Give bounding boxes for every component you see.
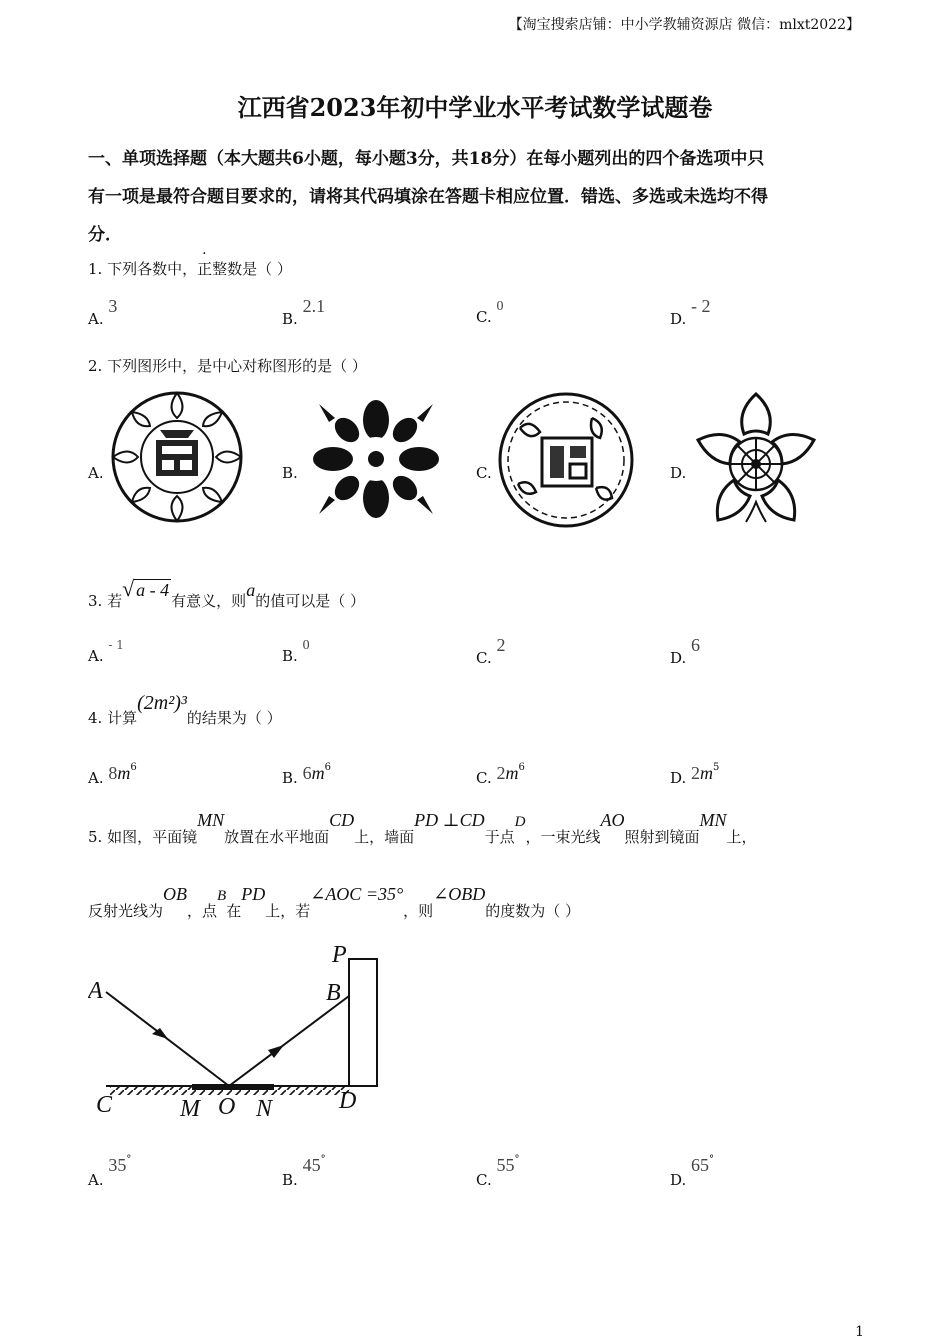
- coef: 6: [302, 763, 312, 783]
- q4-option-b[interactable]: [282, 762, 331, 788]
- option-value: [496, 1154, 520, 1175]
- q3-stem-part-b: 有意义，则: [171, 592, 247, 610]
- q5-text: 上，若: [265, 902, 311, 920]
- q3-stem-part-c: 的值可以是（ ）: [255, 592, 365, 610]
- q5-math: D: [514, 814, 526, 830]
- exp: 6: [324, 762, 331, 773]
- value: 65: [691, 1155, 710, 1175]
- q2-option-a-pattern-icon[interactable]: [108, 388, 246, 526]
- q1-option-a[interactable]: [88, 296, 118, 329]
- option-label: B.: [282, 310, 298, 328]
- q5-math: OB: [163, 884, 188, 904]
- q5-text: 上，: [726, 828, 757, 846]
- option-label: C.: [476, 308, 492, 326]
- section-line-3: 分．: [88, 225, 122, 245]
- q5-option-d[interactable]: [670, 1154, 715, 1190]
- q2-option-d-lotus-icon[interactable]: [690, 388, 822, 536]
- q1-option-c[interactable]: [476, 299, 504, 327]
- q5-text: 上，墙面: [354, 828, 415, 846]
- option-value: [108, 762, 137, 783]
- section-line-1: 一、单项选择题（本大题共6小题，每小题3分，共18分）在每小题列出的四个备选项中只: [88, 149, 765, 169]
- option-value: 2.1: [302, 296, 326, 316]
- label-a: A: [88, 978, 103, 1004]
- q4-option-a[interactable]: [88, 762, 137, 788]
- q4-stem-part-a: 4. 计算: [88, 709, 138, 727]
- q5-text: 5. 如图，平面镜: [88, 828, 198, 846]
- option-value: 0: [496, 299, 504, 314]
- label-p: P: [332, 942, 347, 968]
- q5-text: 放置在水平地面: [224, 828, 330, 846]
- q5-mirror-diagram: [88, 938, 398, 1128]
- option-value: - 1: [108, 638, 124, 652]
- exp: 6: [130, 762, 137, 773]
- q5-option-a[interactable]: [88, 1154, 132, 1190]
- label-c: C: [96, 1092, 113, 1118]
- q5-text: 照射到镜面: [624, 828, 700, 846]
- option-label: B.: [282, 769, 298, 787]
- coef: 8: [108, 763, 118, 783]
- option-label: D.: [670, 1171, 687, 1189]
- section-instructions: [88, 140, 868, 254]
- option-label: D.: [670, 310, 687, 328]
- q3-option-a[interactable]: [88, 638, 124, 665]
- q4-option-d[interactable]: [670, 762, 720, 788]
- option-label: C.: [476, 649, 492, 667]
- q5-math: PD ⊥CD: [414, 810, 485, 830]
- q2-option-a-label: A.: [88, 464, 104, 482]
- var: m: [700, 763, 714, 783]
- option-label: D.: [670, 649, 687, 667]
- q5-math: CD: [329, 810, 355, 830]
- q1-option-b[interactable]: [282, 296, 326, 329]
- exp: 5: [713, 762, 720, 773]
- q1-emphasis-text: 正整数: [197, 260, 243, 278]
- q3-variable: a: [246, 580, 256, 600]
- q5-math: B: [217, 888, 227, 904]
- q5-text: ，一束光线: [525, 828, 601, 846]
- q5-text: 反射光线为: [88, 902, 164, 920]
- q5-option-b[interactable]: [282, 1154, 326, 1190]
- q5-math: ∠OBD: [433, 884, 486, 904]
- wall-pd: [349, 959, 377, 1086]
- exp: 6: [518, 762, 525, 773]
- q1-stem-part-a: 1. 下列各数中，: [88, 260, 198, 278]
- option-label: D.: [670, 769, 687, 787]
- coef: 2: [496, 763, 506, 783]
- q5-text: 于点: [484, 828, 515, 846]
- question-3-stem: [88, 576, 365, 610]
- option-value: 3: [108, 296, 118, 316]
- value: 55: [496, 1155, 515, 1175]
- label-n: N: [256, 1096, 273, 1122]
- question-2-stem: 2. 下列图形中，是中心对称图形的是（ ）: [88, 357, 367, 375]
- mirror-mn: [192, 1084, 274, 1090]
- q1-option-d[interactable]: [670, 296, 711, 329]
- var: m: [117, 763, 131, 783]
- question-4-stem: [88, 692, 282, 727]
- q1-stem-part-b: 是（ ）: [242, 260, 292, 278]
- option-value: [302, 1154, 326, 1175]
- page-number: 1: [855, 1324, 864, 1340]
- option-value: [302, 762, 331, 783]
- q4-stem-part-b: 的结果为（ ）: [186, 709, 282, 727]
- q2-option-b-flower-icon[interactable]: [305, 398, 447, 520]
- option-label: A.: [88, 647, 104, 665]
- q2-option-c-fu-medallion-icon[interactable]: [496, 388, 636, 532]
- option-value: - 2: [691, 296, 711, 316]
- label-m: M: [180, 1096, 200, 1122]
- q4-expression: (2m²)³: [137, 692, 187, 714]
- var: m: [505, 763, 519, 783]
- var: m: [311, 763, 325, 783]
- question-5-stem-line-1: [88, 810, 868, 846]
- option-label: B.: [282, 1171, 298, 1189]
- header-note: 【淘宝搜索店铺：中小学教辅资源店 微信：mlxt2022】: [508, 17, 860, 33]
- degree-sign: °: [709, 1154, 715, 1165]
- q5-math: MN: [197, 810, 225, 830]
- ray-ob: [229, 996, 349, 1086]
- option-label: A.: [88, 769, 104, 787]
- q1-emphasis: [197, 260, 242, 278]
- q2-option-d-label: D.: [670, 464, 687, 482]
- q5-math: AO: [600, 810, 625, 830]
- coef: 2: [691, 763, 701, 783]
- page-title: 江西省2023年初中学业水平考试数学试题卷: [237, 93, 713, 122]
- label-d: D: [339, 1088, 357, 1114]
- q2-option-c-label: C.: [476, 464, 492, 482]
- degree-sign: °: [514, 1154, 520, 1165]
- question-5-stem-line-2: [88, 884, 868, 920]
- option-value: 6: [691, 635, 701, 655]
- q3-radicand: a - 4: [136, 580, 170, 600]
- value: 45: [302, 1155, 321, 1175]
- label-o: O: [218, 1094, 236, 1120]
- q3-stem-part-a: 3. 若: [88, 592, 123, 610]
- q5-text: 的度数为（ ）: [485, 902, 581, 920]
- q5-math: ∠AOC =35°: [310, 884, 404, 904]
- option-label: C.: [476, 769, 492, 787]
- q4-option-c[interactable]: [476, 762, 525, 788]
- option-label: A.: [88, 310, 104, 328]
- degree-sign: °: [320, 1154, 326, 1165]
- q5-option-c[interactable]: [476, 1154, 520, 1190]
- q5-math: PD: [241, 884, 266, 904]
- q3-option-c[interactable]: [476, 635, 506, 668]
- q3-radical: √ a - 4: [122, 576, 170, 601]
- option-label: A.: [88, 1171, 104, 1189]
- label-b: B: [326, 980, 341, 1006]
- option-value: [108, 1154, 132, 1175]
- question-1-stem: [88, 258, 292, 279]
- option-value: [691, 1154, 715, 1175]
- option-value: 0: [302, 638, 310, 653]
- q3-option-d[interactable]: [670, 635, 701, 668]
- q5-text: ，点: [187, 902, 218, 920]
- section-line-2: 有一项是最符合题目要求的，请将其代码填涂在答题卡相应位置．错选、多选或未选均不得: [88, 187, 768, 207]
- ray-ao: [106, 992, 229, 1086]
- option-value: 2: [496, 635, 506, 655]
- option-value: [496, 762, 525, 783]
- q5-text: ，则: [403, 902, 434, 920]
- q3-option-b[interactable]: [282, 638, 310, 666]
- option-label: B.: [282, 647, 298, 665]
- option-label: C.: [476, 1171, 492, 1189]
- q5-text: 在: [226, 902, 242, 920]
- degree-sign: °: [126, 1154, 132, 1165]
- option-value: [691, 762, 720, 783]
- q5-math: MN: [699, 810, 727, 830]
- value: 35: [108, 1155, 127, 1175]
- q2-option-b-label: B.: [282, 464, 298, 482]
